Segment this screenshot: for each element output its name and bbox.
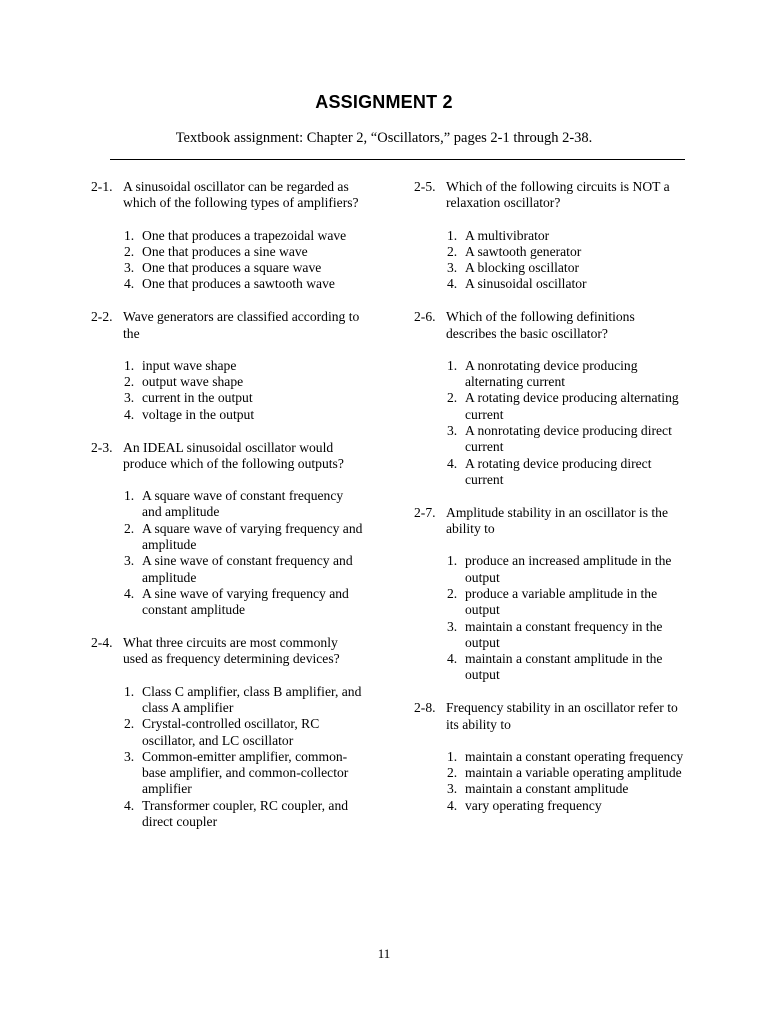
option-text: A rotating device producing alternating current [465, 390, 679, 422]
answer-options [447, 553, 686, 683]
option-number: 1. [124, 488, 135, 504]
answer-option [124, 749, 363, 798]
answer-option [124, 374, 363, 390]
question-text: An IDEAL sinusoidal oscillator would produce which of the following outputs? [123, 439, 344, 471]
option-text: maintain a constant frequency in the output [465, 618, 663, 650]
option-number: 2. [124, 374, 135, 390]
answer-option [447, 781, 686, 797]
option-text: maintain a constant amplitude in the output [465, 651, 663, 683]
option-number: 3. [124, 390, 135, 406]
answer-option [124, 553, 363, 586]
answer-options [124, 488, 363, 618]
option-text: One that produces a square wave [142, 260, 322, 276]
question-number: 2-8. [414, 700, 436, 716]
answer-option [447, 798, 686, 814]
question-number: 2-4. [91, 635, 113, 651]
question-text: Amplitude stability in an oscillator is the ability to [446, 504, 669, 537]
option-number: 4. [447, 651, 458, 667]
question-number: 2-3. [91, 439, 113, 455]
option-number: 4. [447, 276, 458, 292]
option-text: Common-emitter amplifier, common-base amplifier, and common-collector amplifier [142, 748, 349, 797]
question-2-8 [414, 700, 686, 814]
option-number: 1. [124, 683, 135, 699]
question-2-6 [414, 309, 686, 488]
answer-option [447, 423, 686, 456]
option-text: maintain a variable operating amplitude [465, 765, 682, 781]
option-number: 4. [124, 585, 135, 601]
page-title: ASSIGNMENT 2 [315, 92, 453, 112]
answer-option [447, 390, 686, 423]
option-number: 3. [124, 553, 135, 569]
option-number: 3. [447, 260, 458, 276]
answer-option [124, 684, 363, 717]
question-text: Which of the following circuits is NOT a relaxation oscillator? [446, 179, 670, 211]
question-number: 2-7. [414, 504, 436, 520]
option-text: Class C amplifier, class B amplifier, and class A amplifier [142, 683, 362, 715]
option-text: maintain a constant operating frequency [465, 748, 684, 764]
answer-option [447, 651, 686, 684]
answer-option [447, 586, 686, 619]
answer-option [124, 586, 363, 619]
option-text: current in the output [142, 390, 253, 406]
option-text: A sawtooth generator [465, 243, 582, 259]
question-text: Frequency stability in an oscillator refer to its ability to [446, 700, 678, 732]
option-number: 2. [447, 765, 458, 781]
option-text: A blocking oscillator [465, 260, 580, 276]
question-number: 2-5. [414, 179, 436, 194]
option-number: 4. [124, 406, 135, 422]
question-text: Wave generators are classified according to the [123, 309, 360, 341]
answer-option [447, 765, 686, 781]
answer-option [447, 749, 686, 765]
option-number: 3. [124, 748, 135, 764]
answer-option [124, 260, 363, 276]
answer-option [447, 276, 686, 292]
answer-option [124, 244, 363, 260]
right-column [414, 179, 686, 831]
page-number: 11 [377, 946, 391, 961]
answer-option [124, 798, 363, 831]
question-2-7 [414, 505, 686, 684]
option-number: 2. [447, 390, 458, 406]
option-number: 4. [124, 276, 135, 292]
option-text: input wave shape [142, 357, 237, 373]
answer-options [124, 684, 363, 831]
option-number: 1. [447, 227, 458, 243]
option-text: A nonrotating device producing direct current [465, 423, 672, 455]
option-text: A multivibrator [465, 227, 550, 243]
option-number: 2. [447, 243, 458, 259]
answer-option [447, 260, 686, 276]
answer-option [447, 553, 686, 586]
option-text: A square wave of constant frequency and amplitude [142, 488, 344, 520]
option-text: produce an increased amplitude in the output [465, 553, 672, 585]
option-text: One that produces a sine wave [142, 243, 308, 259]
question-number: 2-1. [91, 179, 113, 194]
option-number: 2. [124, 716, 135, 732]
answer-options [447, 228, 686, 293]
option-text: vary operating frequency [465, 797, 602, 813]
answer-option [124, 228, 363, 244]
answer-option [447, 228, 686, 244]
answer-option [124, 488, 363, 521]
answer-option [447, 244, 686, 260]
option-number: 2. [124, 520, 135, 536]
option-number: 3. [447, 618, 458, 634]
option-number: 2. [124, 243, 135, 259]
question-number: 2-2. [91, 309, 113, 325]
answer-option [124, 390, 363, 406]
option-text: A square wave of varying frequency and amplitude [142, 520, 363, 553]
option-text: voltage in the output [142, 406, 255, 422]
option-text: produce a variable amplitude in the output [465, 585, 658, 618]
left-column [91, 179, 363, 847]
option-number: 1. [447, 748, 458, 764]
answer-option [447, 358, 686, 391]
option-number: 4. [447, 797, 458, 813]
option-number: 1. [447, 357, 458, 373]
option-text: Transformer coupler, RC coupler, and direct coupler [142, 797, 349, 829]
answer-option [124, 716, 363, 749]
answer-option [447, 619, 686, 652]
option-text: maintain a constant amplitude [465, 781, 629, 797]
option-number: 3. [447, 423, 458, 439]
question-2-3 [91, 440, 363, 619]
answer-options [447, 358, 686, 488]
horizontal-divider [110, 159, 685, 160]
option-text: output wave shape [142, 374, 244, 390]
answer-options [124, 358, 363, 423]
option-number: 1. [124, 227, 135, 243]
option-text: One that produces a trapezoidal wave [142, 227, 347, 243]
question-2-5 [414, 179, 686, 293]
option-text: A sine wave of constant frequency and amplitude [142, 553, 353, 585]
option-text: A sinusoidal oscillator [465, 276, 587, 292]
option-text: Crystal-controlled oscillator, RC oscillator, and LC oscillator [142, 716, 320, 748]
option-number: 4. [447, 455, 458, 471]
answer-option [124, 407, 363, 423]
option-number: 3. [124, 260, 135, 276]
answer-option [124, 521, 363, 554]
question-2-2 [91, 309, 363, 423]
question-text: Which of the following definitions describes the basic oscillator? [446, 309, 635, 341]
option-number: 1. [124, 357, 135, 373]
question-text: What three circuits are most commonly used as frequency determining devices? [123, 635, 340, 667]
answer-option [124, 276, 363, 292]
option-text: A nonrotating device producing alternating current [465, 357, 638, 390]
question-2-1 [91, 179, 363, 293]
answer-options [447, 749, 686, 814]
option-number: 3. [447, 781, 458, 797]
question-text: A sinusoidal oscillator can be regarded as which of the following types of amplifiers? [123, 179, 359, 211]
option-number: 4. [124, 797, 135, 813]
question-number: 2-6. [414, 309, 436, 325]
answer-option [447, 456, 686, 489]
answer-options [124, 228, 363, 293]
question-2-4 [91, 635, 363, 830]
option-text: One that produces a sawtooth wave [142, 276, 335, 292]
option-text: A rotating device producing direct current [465, 455, 652, 487]
answer-option [124, 358, 363, 374]
option-number: 1. [447, 553, 458, 569]
option-number: 2. [447, 585, 458, 601]
option-text: A sine wave of varying frequency and constant amplitude [142, 585, 349, 618]
assignment-subtitle: Textbook assignment: Chapter 2, “Oscillators,” pages 2-1 through 2-38. [175, 130, 593, 146]
